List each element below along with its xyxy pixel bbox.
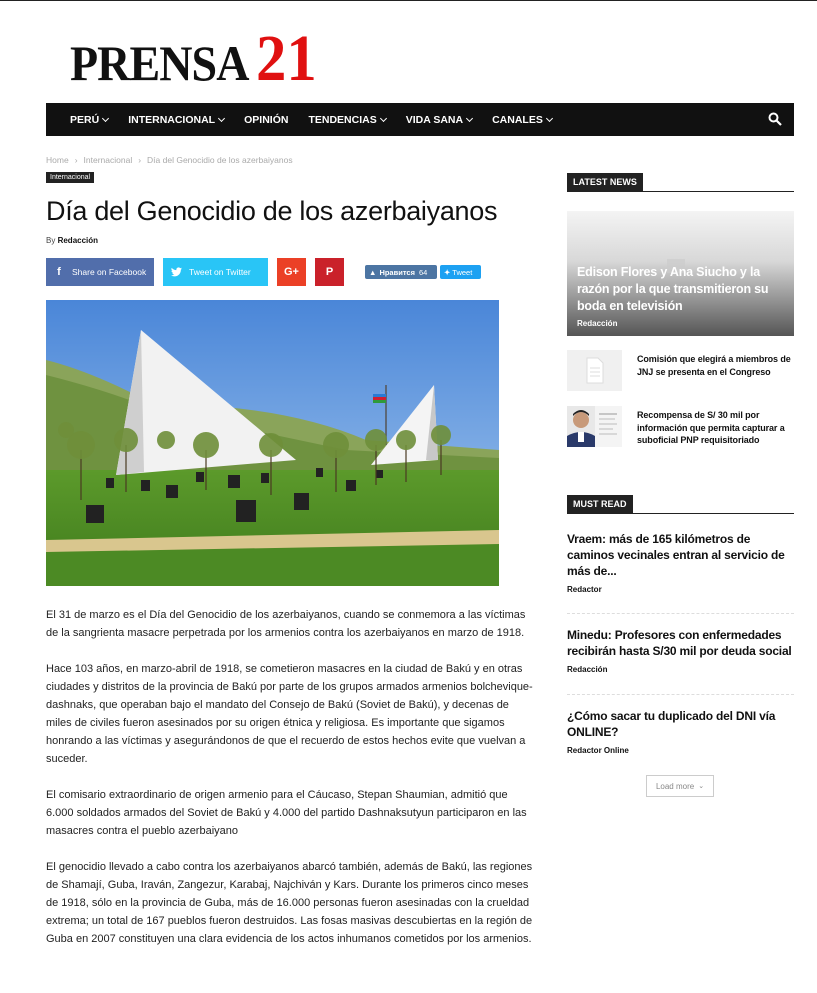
person-photo-icon [567,406,622,447]
divider [567,694,794,695]
vk-like-button[interactable] [365,265,437,279]
featured-post-title[interactable]: Edison Flores y Ana Siucho y la razón por la que transmitieron su boda en televisión [577,265,769,313]
must-read-item-title[interactable]: Minedu: Profesores con enfermedades recibirán hasta S/30 mil por deuda social [567,628,792,658]
facebook-icon: f [57,266,61,278]
article-title: Día del Genocidio de los azerbaiyanos [46,196,498,226]
nav-item-vida-sana[interactable] [406,114,472,126]
must-read-item-title[interactable]: ¿Cómo sacar tu duplicado del DNI vía ONLINE? [567,709,776,739]
must-read-header [567,494,794,514]
must-read-item-author[interactable]: Redactor [567,585,602,594]
load-more-label: Load more [655,781,695,791]
share-twitter-label: Tweet on Twitter [189,267,251,277]
nav-item-peru[interactable] [70,114,108,126]
must-read-item-author[interactable]: Redactor Online [567,746,629,755]
site-logo[interactable] [70,18,322,95]
chevron-down-icon [546,114,553,121]
post-thumbnail[interactable] [567,350,622,391]
article-paragraph: El genocidio llevado a cabo contra los azerbaiyanos abarcó también, además de Bakú, las regiones de Shamají, Guba, Iraván, Zangezur, Karabaj, Najchiván y Kars. Durante los primeros cinco meses de 1918, sólo en la provincia de Guba, más de 16.000 personas fueron asesinadas con la crueldad extrema; un total de 167 pueblos fueron destruidos. Las fosas masivas descubiertas en la región de Guba en 2007 constituyen una clara evidencia de los actos inhumanos cometidos por los armenios. [46,861,533,945]
article-paragraph: El 31 de marzo es el Día del Genocidio de los azerbaiyanos, cuando se conmemora a las víctimas de la sangrienta masacre perpetrada por los armenios contra los azerbaiyanos en marzo de 1918. [46,609,526,639]
share-googleplus-button[interactable] [277,258,306,286]
tweet-label: Tweet [452,267,473,277]
nav-item-internacional[interactable] [128,114,224,126]
article-hero-image [46,300,499,586]
must-read-title: MUST READ [567,495,633,514]
logo-text: PRENSA [70,35,249,91]
chevron-down-icon [102,114,109,121]
share-facebook-label: Share on Facebook [72,267,147,277]
thumbs-up-icon: ▲ [369,267,377,277]
pinterest-icon: P [325,266,334,278]
chevron-down-icon: ⌄ [698,783,705,790]
share-pinterest-button[interactable] [315,258,344,286]
nav-item-opinion[interactable] [244,114,288,126]
breadcrumb-home[interactable]: Home [46,155,69,165]
nav-label: PERÚ [70,113,100,126]
must-read-item-author[interactable]: Redacción [567,665,608,674]
nav-item-canales[interactable] [492,114,552,126]
divider [567,613,794,614]
googleplus-icon: G+ [284,266,299,278]
chevron-down-icon [218,114,225,121]
nav-label: CANALES [492,113,543,126]
breadcrumb-section[interactable]: Internacional [83,155,133,165]
article-paragraph: El comisario extraordinario de origen armenio para el Cáucaso, Stepan Shaumian, admitió que 6.000 soldados armados del Soviet de Bakú y 4.000 del partido Dashnaksutyun participaron en las masacres contra el pueblo azerbaiyano [46,789,527,837]
like-count: 64 [418,267,428,277]
tweet-button[interactable] [440,265,481,279]
like-label: Нравится [379,267,415,277]
post-thumbnail[interactable] [567,406,622,447]
logo-number: 21 [256,21,317,95]
load-more-button[interactable] [646,775,714,797]
top-border [0,0,817,1]
twitter-icon [163,267,189,277]
twitter-icon: ✦ [444,267,451,277]
chevron-down-icon [466,114,473,121]
breadcrumb-current: Día del Genocidio de los azerbaiyanos [147,155,293,165]
must-read-item [567,531,794,594]
category-badge[interactable]: Internacional [46,172,94,183]
breadcrumb [46,155,293,165]
document-icon [567,350,622,391]
byline-prefix: By [46,236,56,245]
article-body [46,606,536,966]
featured-post-author[interactable]: Redacción [577,319,618,328]
post-title[interactable]: Comisión que elegirá a miembros de JNJ se presenta en el Congreso [637,354,791,377]
post-title[interactable]: Recompensa de S/ 30 mil por información que permita capturar a suboficial PNP requisitoriado [637,410,785,445]
main-nav [46,103,794,136]
share-facebook-button[interactable] [46,258,154,286]
article-paragraph: Hace 103 años, en marzo-abril de 1918, se cometieron masacres en la ciudad de Bakú y en otras ciudades y distritos de la provincia de Bakú por parte de los grupos armados armenios bolchevique-dashnaks, que operaban bajo el mandato del Consejo de Bakú (Soviet de Bakú), y decenas de miles de civiles fueron asesinados por su origen étnica y religiosa. Es importante que sigamos honrando a las víctimas y asegurándonos de que el recuerdo de estos hechos evite que vuelvan a suceder. [46,663,533,765]
latest-news-header [567,172,794,192]
chevron-down-icon [380,114,387,121]
nav-label: OPINIÓN [244,113,289,126]
latest-news-title: LATEST NEWS [567,173,643,192]
breadcrumb-separator: › [138,155,142,165]
featured-post[interactable] [567,211,794,336]
nav-label: VIDA SANA [405,113,464,126]
author-link[interactable]: Redacción [57,236,99,245]
breadcrumb-separator: › [74,155,78,165]
nav-label: TENDENCIAS [308,113,377,126]
must-read-item [567,708,794,755]
nav-label: INTERNACIONAL [128,113,216,126]
must-read-item-title[interactable]: Vraem: más de 165 kilómetros de caminos vecinales entran al servicio de más de... [567,532,785,578]
search-icon[interactable] [768,112,782,126]
nav-item-tendencias[interactable] [308,114,385,126]
byline [46,236,98,245]
must-read-item [567,627,794,674]
share-twitter-button[interactable] [163,258,268,286]
